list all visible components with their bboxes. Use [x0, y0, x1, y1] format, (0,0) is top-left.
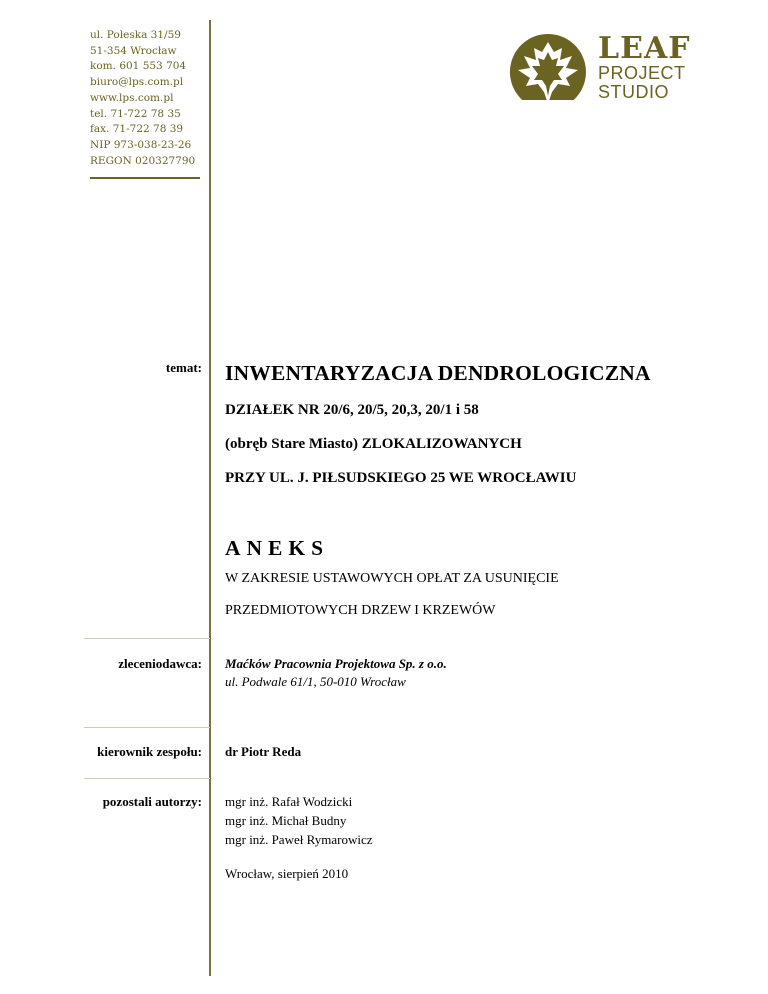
title-line-3-district: (obręb Stare Miasto) — [225, 436, 359, 452]
authors-list — [225, 792, 373, 849]
author-item: mgr inż. Michał Budny — [225, 813, 347, 828]
separator-1 — [84, 638, 210, 639]
logo-word-leaf: LEAF — [598, 31, 691, 66]
address-website: www.lps.com.pl — [90, 91, 174, 104]
place-and-date: Wrocław, sierpień 2010 — [225, 866, 349, 881]
company-logo — [500, 30, 690, 110]
author-item: mgr inż. Rafał Wodzicki — [225, 794, 353, 809]
logo-word-studio: STUDIO — [598, 82, 670, 102]
document-title: INWENTARYZACJA DENDROLOGICZNA — [225, 361, 651, 385]
logo-word-project: PROJECT — [598, 63, 686, 83]
title-line-3-rest: ZLOKALIZOWANYCH — [358, 436, 522, 452]
client-address: ul. Podwale 61/1, 50-010 Wrocław — [225, 674, 406, 689]
client-name: Maćków Pracownia Projektowa Sp. z o.o. — [225, 656, 447, 671]
address-nip: NIP 973-038-23-26 — [90, 138, 192, 151]
vertical-divider — [209, 20, 211, 976]
logo-text — [598, 31, 691, 102]
leader-label: kierownik zespołu: — [97, 744, 202, 759]
address-underline — [90, 177, 200, 179]
authors-label: pozostali autorzy: — [102, 794, 202, 809]
annex-title: ANEKS — [225, 536, 330, 560]
separator-3 — [84, 778, 210, 779]
address-regon: REGON 020327790 — [90, 154, 196, 167]
author-item: mgr inż. Paweł Rymarowicz — [225, 832, 373, 847]
address-street: ul. Poleska 31/59 — [90, 29, 181, 41]
topic-label: temat: — [165, 360, 202, 375]
address-city: 51-354 Wrocław — [90, 44, 177, 57]
separator-2 — [84, 727, 210, 728]
title-line-4: PRZY UL. J. PIŁSUDSKIEGO 25 WE WROCŁAWIU — [225, 470, 577, 486]
title-line-3 — [225, 436, 522, 453]
address-phone: tel. 71-722 78 35 — [90, 107, 181, 120]
address-mobile: kom. 601 553 704 — [90, 60, 187, 73]
company-address — [90, 28, 195, 169]
annex-scope-line-1: W ZAKRESIE USTAWOWYCH OPŁAT ZA USUNIĘCIE — [225, 571, 559, 586]
title-line-2: DZIAŁEK NR 20/6, 20/5, 20,3, 20/1 i 58 — [225, 402, 479, 418]
address-email: biuro@lps.com.pl — [90, 76, 184, 89]
leader-name: dr Piotr Reda — [225, 744, 302, 759]
address-fax: fax. 71-722 78 39 — [90, 123, 184, 136]
client-label: zleceniodawca: — [118, 656, 202, 671]
annex-scope-line-2: PRZEDMIOTOWYCH DRZEW I KRZEWÓW — [225, 603, 496, 618]
leaf-icon — [500, 30, 596, 108]
